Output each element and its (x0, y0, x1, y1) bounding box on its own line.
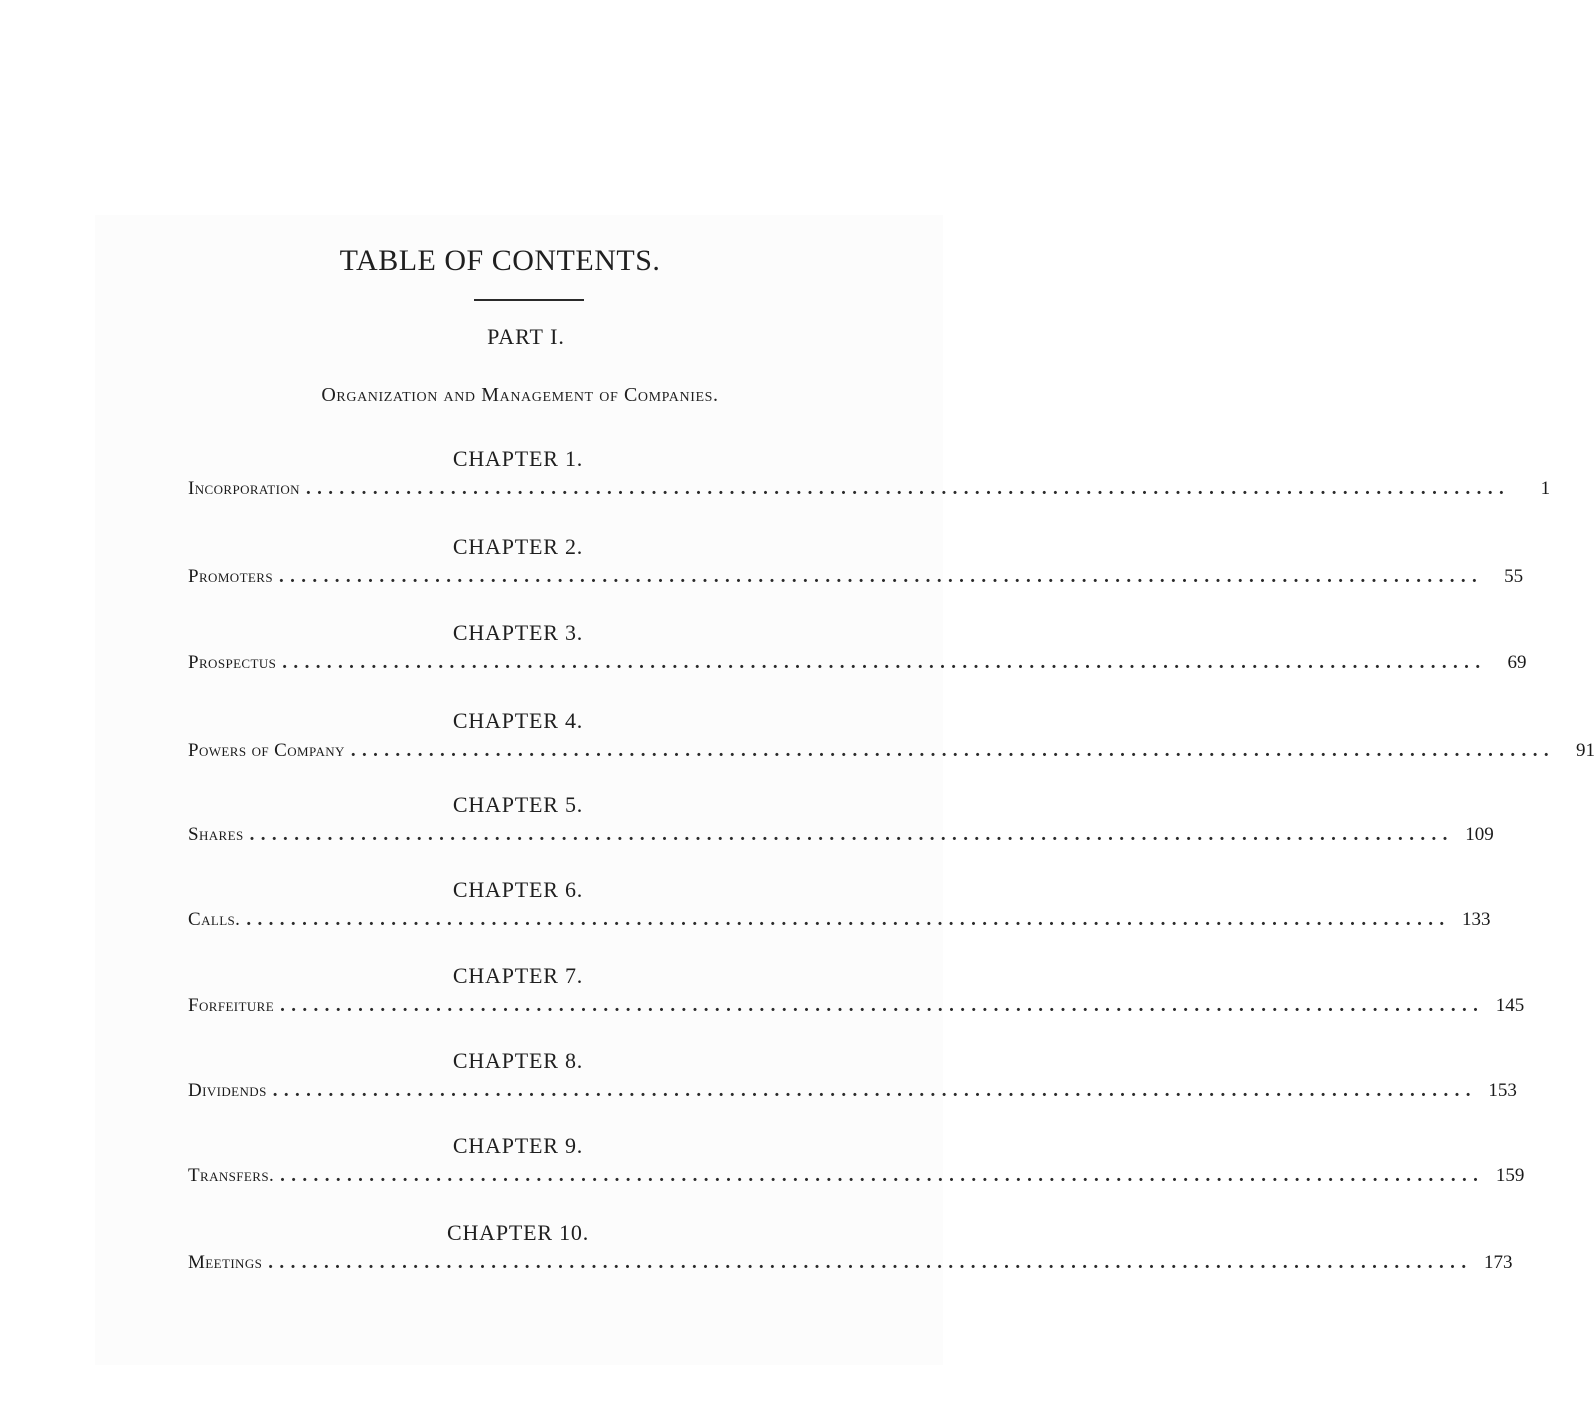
toc-entry-page: 145 (1495, 995, 1525, 1016)
toc-entry-label: Meetings (188, 1252, 263, 1273)
dot-leader: ............................................................................................................ (268, 1252, 1473, 1273)
toc-entry-label: Incorporation (188, 478, 300, 499)
toc-entry-label: Transfers. (188, 1165, 275, 1186)
toc-entry (188, 478, 1551, 500)
toc-entry (188, 1252, 1513, 1274)
dot-leader: ............................................................................................................ (249, 824, 1454, 845)
toc-entry (188, 995, 1525, 1017)
toc-entry (188, 909, 1491, 931)
chapter-heading: CHAPTER 10. (446, 1220, 590, 1245)
toc-entry-label: Prospectus (188, 652, 277, 673)
chapter-heading: CHAPTER 1. (452, 446, 584, 471)
dot-leader: ............................................................................................................ (246, 909, 1451, 930)
toc-entry-label: Powers of Company (188, 740, 345, 761)
toc-entry-label: Shares (188, 824, 244, 845)
toc-entry-label: Dividends (188, 1080, 267, 1101)
toc-entry (188, 1165, 1525, 1187)
toc-entry-label: Calls. (188, 909, 241, 930)
dot-leader: ............................................................................................................ (272, 1080, 1477, 1101)
toc-entry (188, 652, 1527, 674)
chapter-heading: CHAPTER 4. (452, 708, 584, 733)
toc-entry-page: 55 (1504, 566, 1524, 587)
part-heading: PART I. (487, 324, 565, 349)
toc-entry-label: Promoters (188, 566, 273, 587)
dot-leader: ............................................................................................................ (305, 478, 1511, 499)
toc-entry (188, 824, 1494, 846)
chapter-heading: CHAPTER 7. (452, 963, 584, 988)
title-divider (474, 299, 584, 301)
part-subtitle: Organization and Management of Companies. (321, 384, 719, 406)
toc-entry-page: 91 (1576, 740, 1595, 761)
toc-entry (188, 740, 1595, 762)
toc-entry-label: Forfeiture (188, 995, 275, 1016)
dot-leader: ............................................................................................................ (280, 995, 1485, 1016)
toc-entry-page: 1 (1540, 478, 1551, 499)
page-title: TABLE OF CONTENTS. (339, 244, 661, 277)
chapter-heading: CHAPTER 6. (452, 877, 584, 902)
toc-entry-page: 109 (1465, 824, 1494, 845)
dot-leader: ............................................................................................................ (280, 1165, 1485, 1186)
chapter-heading: CHAPTER 3. (452, 620, 584, 645)
toc-entry-page: 69 (1507, 652, 1527, 673)
toc-entry (188, 1080, 1517, 1102)
chapter-heading: CHAPTER 2. (452, 534, 584, 559)
toc-entry-page: 133 (1462, 909, 1491, 930)
toc-entry-page: 173 (1483, 1252, 1513, 1273)
toc-entry-page: 153 (1488, 1080, 1517, 1101)
toc-entry-page: 159 (1495, 1165, 1525, 1186)
chapter-heading: CHAPTER 5. (452, 792, 584, 817)
dot-leader: ............................................................................................................ (350, 740, 1556, 761)
dot-leader: ............................................................................................................ (282, 652, 1487, 673)
chapter-heading: CHAPTER 8. (452, 1048, 584, 1073)
toc-entry (188, 566, 1524, 588)
dot-leader: ............................................................................................................ (278, 566, 1484, 587)
chapter-heading: CHAPTER 9. (452, 1133, 584, 1158)
